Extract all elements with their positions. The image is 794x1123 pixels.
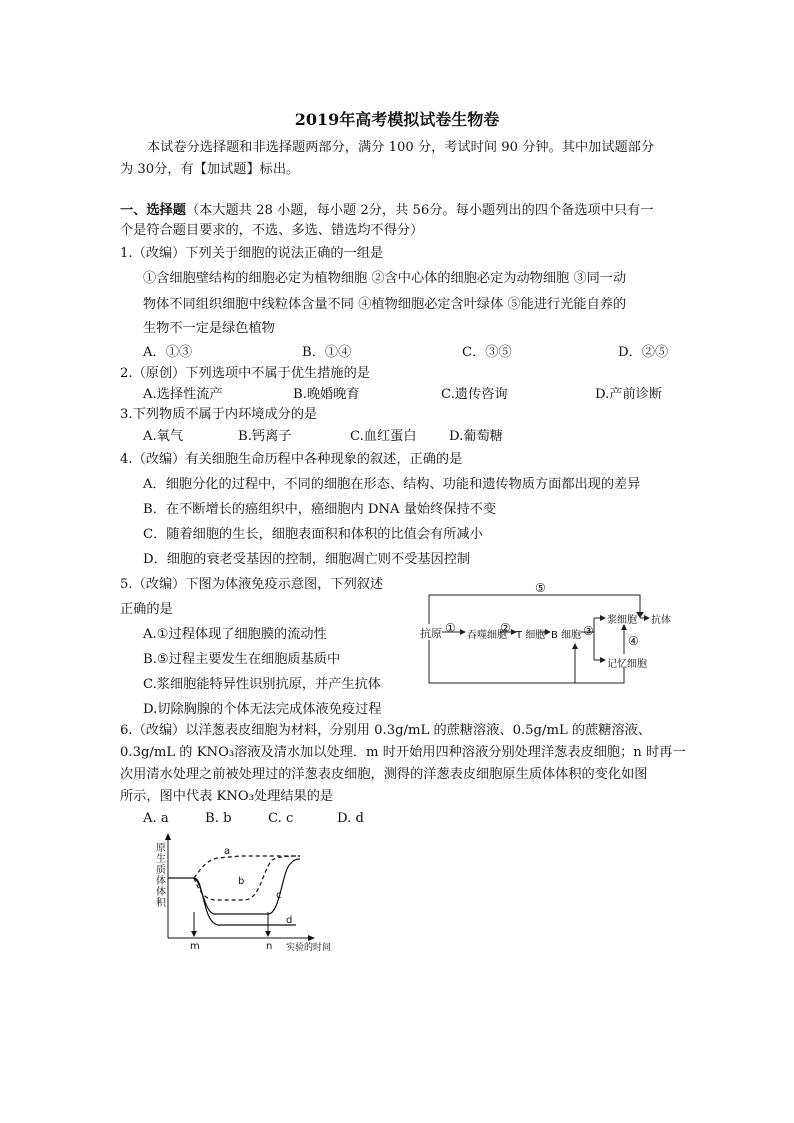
label-c: c xyxy=(276,890,282,901)
bottom-loop-head xyxy=(572,643,578,649)
label-m: m xyxy=(190,941,200,952)
page-title: 2019年高考模拟试卷生物卷 xyxy=(294,110,500,129)
q4-option-d: D．细胞的衰老受基因的控制，细胞凋亡则不受基因控制 xyxy=(143,552,471,567)
q3-option-c: C.血红蛋白 xyxy=(350,429,417,444)
q4-option-c: C．随着细胞的生长，细胞表面积和体积的比值会有所减小 xyxy=(143,527,483,542)
q5-option-b: B.⑤过程主要发生在细胞质基质中 xyxy=(143,652,341,667)
q5-option-a: A.①过程体现了细胞膜的流动性 xyxy=(143,627,327,642)
y-label-char-2: 生 xyxy=(156,854,166,865)
y-axis-label xyxy=(156,842,167,909)
y-axis-arrow xyxy=(165,833,171,840)
q5-stem-2: 正确的是 xyxy=(120,602,173,617)
n-marker-arrow xyxy=(265,931,271,937)
q2-option-a: A.选择性流产 xyxy=(143,387,223,402)
section1-desc-1: （本大题共 28 小题，每小题 2分，共 56分。每小题列出的四个备选项中只有一 xyxy=(185,203,654,218)
diagram-t-cell: T 细胞 xyxy=(516,630,546,641)
x-axis-label: 实验的时间 xyxy=(286,943,332,953)
diagram-plasma-cell: 浆细胞 xyxy=(607,615,637,626)
diagram-n1: ① xyxy=(445,621,456,635)
intro-line-2: 为 30分，有【加试题】标出。 xyxy=(120,162,300,177)
q1-option-a: A．①③ xyxy=(143,345,193,360)
q5-stem-1: 5.（改编）下图为体液免疫示意图，下列叙述 xyxy=(120,577,384,592)
diagram-n3: ③ xyxy=(583,624,594,638)
q3-option-a: A.氧气 xyxy=(143,429,184,444)
diagram-n5: ⑤ xyxy=(535,581,546,595)
diagram-b-cell: B 细胞 xyxy=(551,630,582,641)
label-a: a xyxy=(224,846,231,857)
y-label-char-3: 质 xyxy=(156,865,166,876)
q4-option-a: A．细胞分化的过程中，不同的细胞在形态、结构、功能和遗传物质方面都出现的差异 xyxy=(143,477,641,492)
q6-option-c: C. c xyxy=(268,811,294,826)
q2-option-b: B.晚婚晚育 xyxy=(293,387,360,402)
curve-d xyxy=(194,878,296,925)
section1-heading-line xyxy=(120,202,653,220)
q3-stem: 3.下列物质不属于内环境成分的是 xyxy=(120,407,318,422)
label-b: b xyxy=(238,876,245,887)
protoplast-volume-graph xyxy=(140,832,350,957)
x-axis-arrow xyxy=(308,935,315,941)
q1-option-c: C．③⑤ xyxy=(462,345,512,360)
q1-body-2: 物体不同组织细胞中线粒体含量不同 ④植物细胞必定含叶绿体 ⑤能进行光能自养的 xyxy=(143,297,627,312)
q2-option-d: D.产前诊断 xyxy=(595,387,663,402)
q4-option-b: B．在不断增长的癌组织中，癌细胞内 DNA 量始终保持不变 xyxy=(143,502,497,517)
q6-option-a: A. a xyxy=(143,811,169,826)
diagram-n4: ④ xyxy=(628,634,639,648)
y-label-char-6: 积 xyxy=(156,898,166,909)
q5-option-c: C.浆细胞能特异性识别抗原，并产生抗体 xyxy=(143,677,381,692)
section1-desc-2: 个是符合题目要求的，不选、多选、错选均不得分） xyxy=(120,223,424,238)
arrow-3-down-head xyxy=(600,657,606,663)
q1-stem: 1.（改编）下列关于细胞的说法正确的一组是 xyxy=(120,246,384,261)
q1-option-d: D．②⑤ xyxy=(618,345,669,360)
antigen-bottom-line xyxy=(429,640,575,683)
label-n: n xyxy=(266,941,273,952)
diagram-memory-cell: 记忆细胞 xyxy=(607,659,647,670)
y-label-char-4: 体 xyxy=(156,876,166,887)
curve-c xyxy=(194,859,300,914)
q1-option-b: B．①④ xyxy=(302,345,352,360)
diagram-phagocyte: 吞噬细胞 xyxy=(467,630,507,641)
label-d: d xyxy=(286,915,293,926)
arrow-3-up-head xyxy=(600,615,606,621)
loop-5-arrowhead xyxy=(636,612,644,618)
q6-option-d: D. d xyxy=(337,811,364,826)
intro-line-1: 本试卷分选择题和非选择题两部分，满分 100 分，考试时间 90 分钟。其中加试题部分 xyxy=(147,140,655,155)
m-marker-arrow xyxy=(191,931,197,937)
q1-body-3: 生物不一定是绿色植物 xyxy=(143,321,275,336)
q6-line-1: 6.（改编）以洋葱表皮细胞为材料，分别用 0.3g/mL 的蔗糖溶液、0.5g/mL 的蔗糖溶液、 xyxy=(120,723,652,738)
arrow-antibody-head xyxy=(644,615,650,621)
q1-body-1: ①含细胞壁结构的细胞必定为植物细胞 ②含中心体的细胞必定为动物细胞 ③同一动 xyxy=(143,271,627,286)
diagram-n2: ② xyxy=(500,621,511,635)
curve-a xyxy=(194,856,300,878)
y-label-char-1: 原 xyxy=(156,843,166,854)
q6-option-b: B. b xyxy=(205,811,232,826)
q3-option-d: D.葡萄糖 xyxy=(449,429,503,444)
q2-option-c: C.遗传咨询 xyxy=(441,387,508,402)
arrow-1-head xyxy=(460,629,466,635)
diagram-antibody: 抗体 xyxy=(651,615,671,626)
diagram-antigen: 抗原 xyxy=(420,627,442,640)
q4-stem: 4.（改编）有关细胞生命历程中各种现象的叙述，正确的是 xyxy=(120,452,463,467)
section1-heading: 一、选择题 xyxy=(120,203,186,218)
q3-option-b: B.钙离子 xyxy=(238,429,292,444)
q2-stem: 2.（原创）下列选项中不属于优生措施的是 xyxy=(120,366,370,381)
q5-option-d: D.切除胸腺的个体无法完成体液免疫过程 xyxy=(143,702,382,717)
q6-line-2: 0.3g/mL 的 KNO₃溶液及清水加以处理．m 时开始用四种溶液分别处理洋葱表皮细胞；n 时再一 xyxy=(120,745,686,760)
q6-line-3: 次用清水处理之前被处理过的洋葱表皮细胞，测得的洋葱表皮细胞原生质体体积的变化如图 xyxy=(120,767,648,782)
y-label-char-5: 体 xyxy=(156,887,166,898)
q6-line-4: 所示，图中代表 KNO₃处理结果的是 xyxy=(120,789,334,804)
